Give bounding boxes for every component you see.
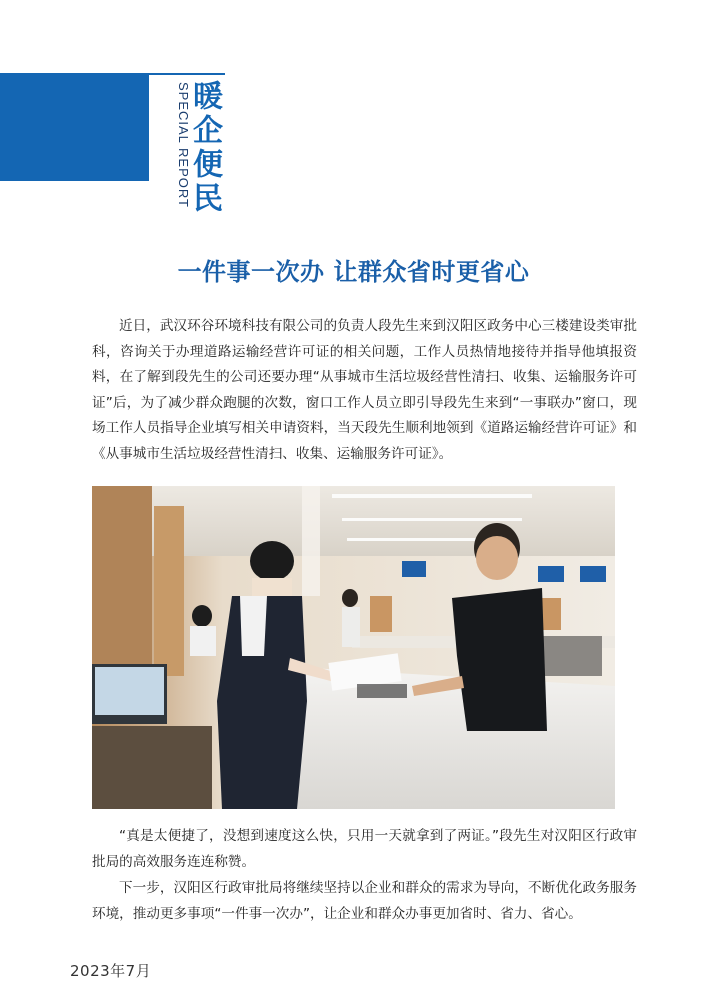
section-label-en: SPECIAL REPORT — [176, 82, 191, 208]
header-color-band — [0, 73, 149, 181]
header-rule — [149, 73, 225, 75]
service-hall-photo — [92, 486, 615, 809]
article-title: 一件事一次办 让群众省时更省心 — [177, 258, 530, 286]
article-paragraph-1: 近日，武汉环谷环境科技有限公司的负责人段先生来到汉阳区政务中心三楼建设类审批科，咨询关于办理道路运输经营许可证的相关问题，工作人员热情地接待并指导他填报资料，在了解到段先生的公司还要办理“从事城市生活垃圾经营性清扫、收集、运输服务许可证”后，为了减少群众跑腿的次数，窗口工作人员立即引导段先生来到“一事联办”窗口，现场工作人员指导企业填写相关申请资料，当天段先生顺利地领到《道路运输经营许可证》和《从事城市生活垃圾经营性清扫、收集、运输服务许可证》。 — [92, 318, 637, 462]
article-paragraph-3: 下一步，汉阳区行政审批局将继续坚持以企业和群众的需求为导向，不断优化政务服务环境，推动更多事项“一件事一次办”，让企业和群众办事更加省时、省力、省心。 — [92, 880, 637, 922]
issue-date: 2023年7月 — [70, 962, 152, 980]
article-paragraph-2: “真是太便捷了，没想到速度这么快，只用一天就拿到了两证。”段先生对汉阳区行政审批局的高效服务连连称赞。 — [92, 828, 637, 870]
section-label-cn: 暖企便民 — [187, 80, 222, 216]
